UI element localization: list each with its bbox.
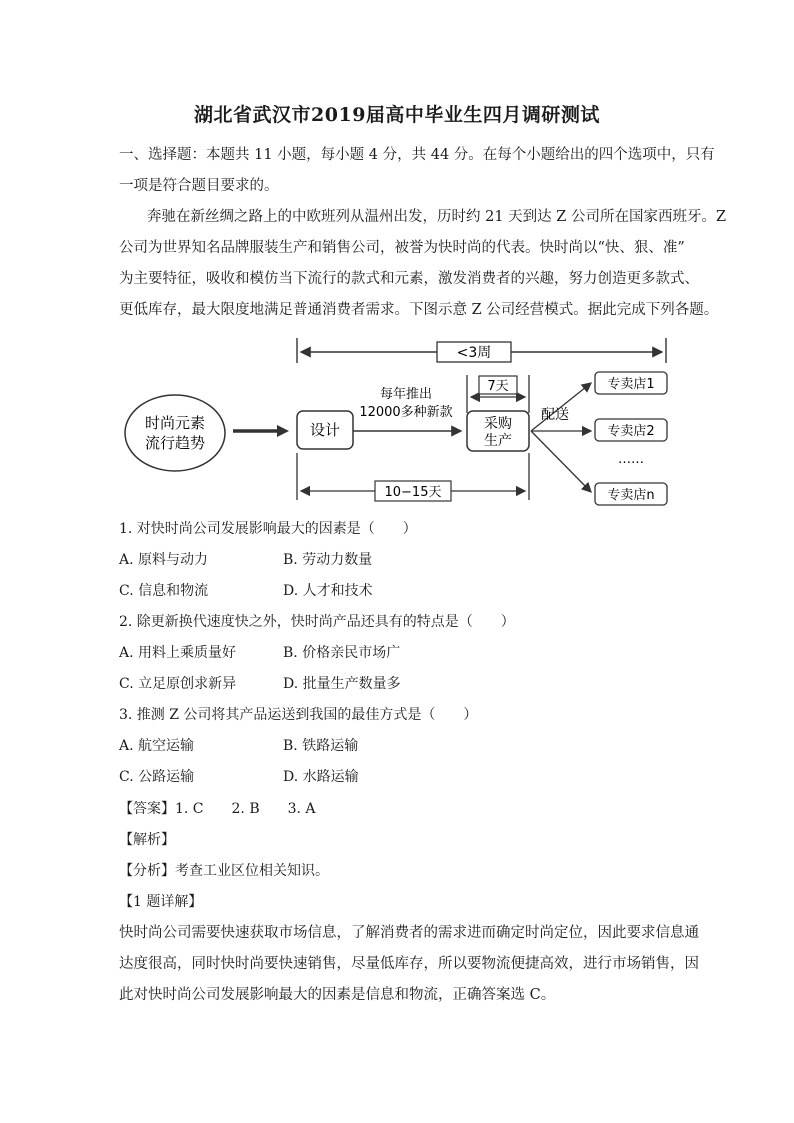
analysis-summary: 【分析】考查工业区位相关知识。 [119, 863, 329, 879]
question-2-option-b: B. 价格亲民市场广 [283, 645, 401, 661]
question-1-option-d: D. 人才和技术 [283, 583, 373, 599]
section-intro-line-2: 一项是符合题目要求的。 [119, 178, 279, 194]
annual-label-line-1: 每年推出 [379, 387, 433, 402]
question-3-option-d: D. 水路运输 [283, 769, 359, 785]
question-3-option-c: C. 公路运输 [119, 769, 195, 785]
detail-line-2: 达度很高，同时快时尚要快速销售，尽量低库存，所以要物流便捷高效，进行市场销售，因 [119, 956, 699, 972]
question-1-option-a: A. 原料与动力 [119, 552, 209, 568]
question-1-option-c: C. 信息和物流 [119, 583, 209, 599]
detail-line-3: 此对快时尚公司发展影响最大的因素是信息和物流，正确答案选 C。 [119, 987, 556, 1003]
question-1-option-b: B. 劳动力数量 [283, 552, 373, 568]
question-3-option-a: A. 航空运输 [119, 738, 195, 754]
page-title: 湖北省武汉市2019届高中毕业生四月调研测试 [194, 104, 600, 126]
purchase-label-line-2: 生产 [484, 433, 512, 449]
passage-line-2: 公司为世界知名品牌服装生产和销售公司，被誉为快时尚的代表。快时尚以“快、狠、准” [119, 240, 685, 256]
question-2-option-a: A. 用料上乘质量好 [119, 645, 237, 661]
ten-fifteen-days-label: 10−15天 [384, 485, 442, 500]
business-model-diagram [119, 335, 679, 515]
passage-line-3: 为主要特征，吸收和模仿当下流行的款式和元素，激发消费者的兴趣，努力创造更多款式、 [119, 271, 699, 287]
detail-heading: 【1 题详解】 [119, 894, 203, 910]
trend-ellipse [125, 395, 225, 471]
passage-line-4: 更低库存，最大限度地满足普通消费者需求。下图示意 Z 公司经营模式。据此完成下列各题。 [119, 302, 719, 318]
purchase-label-line-1: 采购 [484, 416, 512, 432]
store-label-1: 专卖店1 [607, 377, 655, 392]
answer-line: 【答案】1. C 2. B 3. A [119, 801, 316, 817]
passage-line-1: 奔驰在新丝绸之路上的中欧班列从温州出发，历时约 21 天到达 Z 公司所在国家西班牙。Z [147, 209, 727, 225]
store-ellipsis: …… [618, 452, 644, 467]
question-2-option-d: D. 批量生产数量多 [283, 676, 401, 692]
trend-label-line-2: 流行趋势 [144, 434, 206, 452]
store-label-2: 专卖店2 [607, 424, 655, 439]
annual-label-line-2: 12000多种新款 [359, 405, 453, 420]
store-label-n: 专卖店n [607, 488, 655, 503]
question-2-stem: 2. 除更新换代速度快之外，快时尚产品还具有的特点是（ ） [119, 614, 515, 630]
seven-days-label: 7天 [487, 379, 509, 394]
three-weeks-label: <3周 [456, 345, 492, 361]
question-1-stem: 1. 对快时尚公司发展影响最大的因素是（ ） [119, 521, 417, 537]
trend-label-line-1: 时尚元素 [144, 414, 206, 432]
analysis-heading: 【解析】 [119, 832, 175, 848]
distribute-label: 配送 [541, 407, 569, 423]
question-3-stem: 3. 推测 Z 公司将其产品运送到我国的最佳方式是（ ） [119, 707, 478, 723]
question-3-option-b: B. 铁路运输 [283, 738, 359, 754]
design-label: 设计 [309, 421, 341, 439]
section-intro-line-1: 一、选择题：本题共 11 小题，每小题 4 分，共 44 分。在每个小题给出的四个选项中，只有 [119, 147, 715, 163]
question-2-option-c: C. 立足原创求新异 [119, 676, 237, 692]
detail-line-1: 快时尚公司需要快速获取市场信息，了解消费者的需求进而确定时尚定位，因此要求信息通 [119, 925, 699, 941]
